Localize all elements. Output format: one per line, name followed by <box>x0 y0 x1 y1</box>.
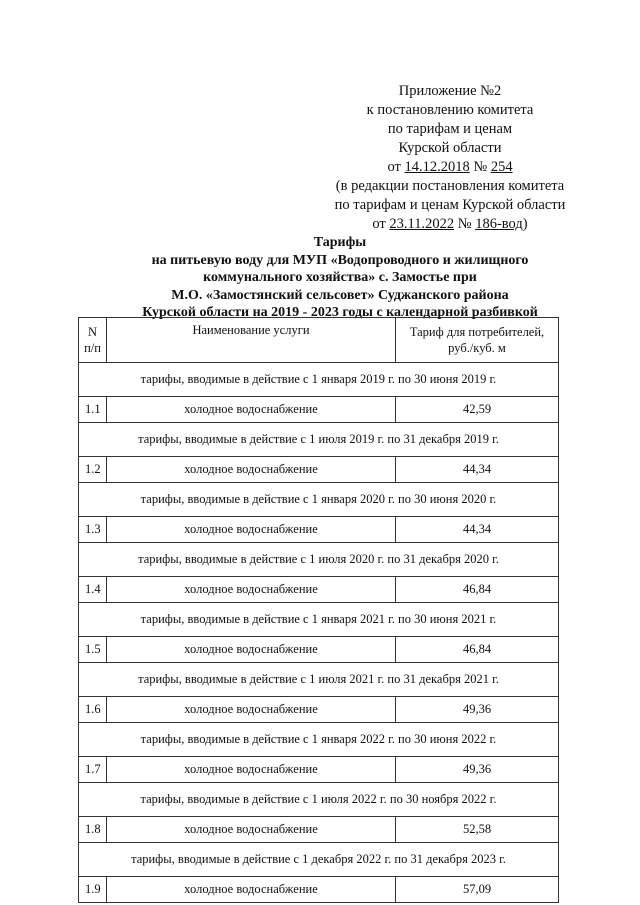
tariff-value: 46,84 <box>396 637 559 663</box>
service-name: холодное водоснабжение <box>107 877 396 903</box>
appendix-mid: № <box>454 216 476 232</box>
tariff-value: 52,58 <box>396 817 559 843</box>
tariff-value: 57,09 <box>396 877 559 903</box>
appendix-line: (в редакции постановления комитета <box>335 178 565 194</box>
appendix-line: Приложение №2 <box>398 83 502 99</box>
service-name: холодное водоснабжение <box>107 517 396 543</box>
tariff-value: 49,36 <box>396 757 559 783</box>
period-row <box>79 783 559 817</box>
period-row <box>79 663 559 697</box>
decree-number: 254 <box>490 159 513 175</box>
tariff-value: 46,84 <box>396 577 559 603</box>
appendix-line: по тарифам и ценам <box>387 121 513 137</box>
appendix-mid: № <box>469 159 491 175</box>
row-number: 1.7 <box>79 757 107 783</box>
row-number: 1.4 <box>79 577 107 603</box>
service-name: холодное водоснабжение <box>107 577 396 603</box>
service-name: холодное водоснабжение <box>107 817 396 843</box>
service-name: холодное водоснабжение <box>107 637 396 663</box>
table-row <box>79 397 559 423</box>
header-tariff-line1: Тариф для потребителей, <box>409 325 545 339</box>
tariff-value: 49,36 <box>396 697 559 723</box>
period-label: тарифы, вводимые в действие с 1 января 2022 г. по 30 июня 2022 г. <box>79 723 559 757</box>
period-row <box>79 543 559 577</box>
decree-date: 14.12.2018 <box>404 159 470 175</box>
period-label: тарифы, вводимые в действие с 1 июля 2020 г. по 31 декабря 2020 г. <box>79 543 559 577</box>
header-num-line1: N <box>87 325 98 339</box>
table-row <box>79 877 559 903</box>
header-tariff-line2: руб./куб. м <box>448 341 506 355</box>
tariff-value: 42,59 <box>396 397 559 423</box>
title-line: коммунального хозяйства» с. Замостье при <box>203 270 477 285</box>
header-service: Наименование услуги <box>107 318 396 363</box>
table-row <box>79 517 559 543</box>
header-num <box>79 318 107 363</box>
period-row <box>79 363 559 397</box>
appendix-line: по тарифам и ценам Курской области <box>334 197 566 213</box>
appendix-block <box>300 82 600 234</box>
period-label: тарифы, вводимые в действие с 1 января 2020 г. по 30 июня 2020 г. <box>79 483 559 517</box>
period-label: тарифы, вводимые в действие с 1 июля 2021 г. по 31 декабря 2021 г. <box>79 663 559 697</box>
amendment-date: 23.11.2022 <box>389 216 455 232</box>
title-line: Тарифы <box>313 235 367 250</box>
amendment-number: 186-вод <box>475 216 523 232</box>
appendix-amendment-line <box>300 215 600 234</box>
table-row <box>79 817 559 843</box>
period-label: тарифы, вводимые в действие с 1 января 2019 г. по 30 июня 2019 г. <box>79 363 559 397</box>
row-number: 1.5 <box>79 637 107 663</box>
period-label: тарифы, вводимые в действие с 1 июля 2022 г. по 30 ноября 2022 г. <box>79 783 559 817</box>
period-row <box>79 603 559 637</box>
row-number: 1.6 <box>79 697 107 723</box>
row-number: 1.3 <box>79 517 107 543</box>
table-row <box>79 697 559 723</box>
row-number: 1.9 <box>79 877 107 903</box>
header-tariff <box>396 318 559 363</box>
title-line: Курской области на 2019 - 2023 годы с календарной разбивкой <box>142 305 538 320</box>
row-number: 1.8 <box>79 817 107 843</box>
table-header-row <box>79 318 559 363</box>
title-line: М.О. «Замостянский сельсовет» Суджанского района <box>171 287 509 303</box>
document-title <box>100 234 580 322</box>
period-label: тарифы, вводимые в действие с 1 декабря 2022 г. по 31 декабря 2023 г. <box>79 843 559 877</box>
appendix-prefix: от <box>372 216 390 232</box>
appendix-prefix: от <box>387 159 405 175</box>
appendix-suffix: ) <box>522 216 528 232</box>
tariff-value: 44,34 <box>396 457 559 483</box>
service-name: холодное водоснабжение <box>107 397 396 423</box>
table-row <box>79 637 559 663</box>
period-label: тарифы, вводимые в действие с 1 января 2021 г. по 30 июня 2021 г. <box>79 603 559 637</box>
table-row <box>79 757 559 783</box>
period-row <box>79 423 559 457</box>
period-row <box>79 483 559 517</box>
service-name: холодное водоснабжение <box>107 757 396 783</box>
appendix-line: к постановлению комитета <box>366 102 534 118</box>
row-number: 1.1 <box>79 397 107 423</box>
appendix-decree-line <box>300 158 600 177</box>
service-name: холодное водоснабжение <box>107 697 396 723</box>
table-row <box>79 457 559 483</box>
tariff-value: 44,34 <box>396 517 559 543</box>
table-row <box>79 577 559 603</box>
appendix-line: Курской области <box>398 140 502 156</box>
period-label: тарифы, вводимые в действие с 1 июля 2019 г. по 31 декабря 2019 г. <box>79 423 559 457</box>
row-number: 1.2 <box>79 457 107 483</box>
period-row <box>79 723 559 757</box>
title-line: на питьевую воду для МУП «Водопроводного и жилищного <box>151 252 529 268</box>
service-name: холодное водоснабжение <box>107 457 396 483</box>
period-row <box>79 843 559 877</box>
header-num-line2: п/п <box>84 341 101 355</box>
tariff-table <box>78 317 559 903</box>
